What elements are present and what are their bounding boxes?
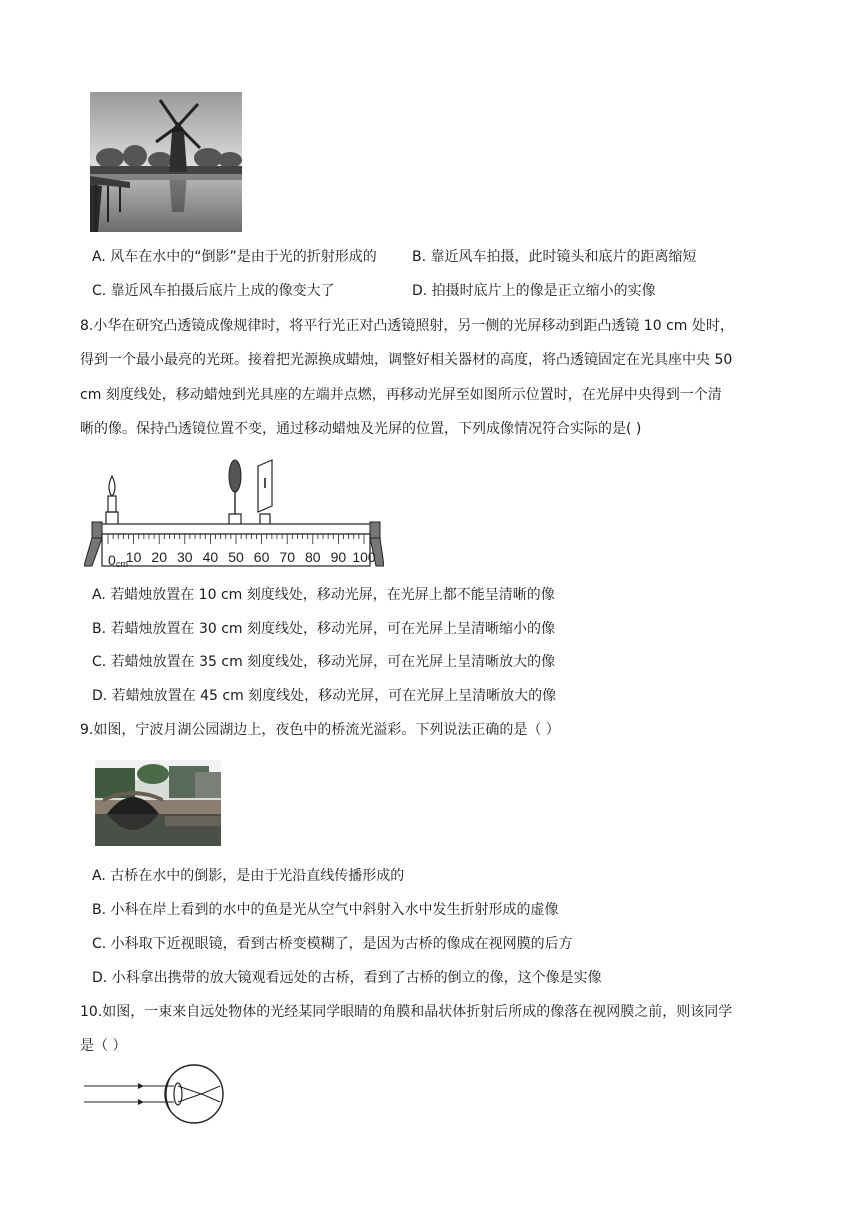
candle [106,476,118,524]
windmill-photo [90,92,242,232]
bridge-photo [95,760,221,846]
q7-option-d: D. 拍摄时底片上的像是正立缩小的实像 [412,283,656,299]
scale-label: 50 [228,549,244,565]
eye-diagram [82,1062,232,1124]
q8-stem-line-2: 得到一个最小最亮的光斑。接着把光源换成蜡烛，调整好相关器材的高度，将凸透镜固定在光具座中央 50 [80,352,733,368]
q8-stem-line-1: 8.小华在研究凸透镜成像规律时，将平行光正对凸透镜照射，另一侧的光屏移动到距凸透镜 10 cm 处时， [80,318,734,334]
q8-option-c: C. 若蜡烛放置在 35 cm 刻度线处，移动光屏，可在光屏上呈清晰放大的像 [92,654,556,670]
scale-label: 40 [202,549,219,565]
q8-option-d: D. 若蜡烛放置在 45 cm 刻度线处，移动光屏，可在光屏上呈清晰放大的像 [92,688,557,704]
scale-label: 70 [279,549,295,565]
q7-option-b: B. 靠近风车拍摄，此时镜头和底片的距离缩短 [412,249,697,265]
q8-option-b: B. 若蜡烛放置在 30 cm 刻度线处，移动光屏，可在光屏上呈清晰缩小的像 [92,621,556,637]
convex-lens [229,460,241,524]
q9-option-a: A. 古桥在水中的倒影，是由于光沿直线传播形成的 [92,868,405,884]
scale-unit-label: cm [116,559,128,569]
q8-stem-line-3: cm 刻度线处，移动蜡烛到光具座的左端并点燃，再移动光屏至如图所示位置时，在光屏中央得到一个清 [80,387,722,403]
scale-label: 100 [352,549,376,565]
q8-option-a: A. 若蜡烛放置在 10 cm 刻度线处，移动光屏，在光屏上都不能呈清晰的像 [92,587,555,603]
light-screen [258,460,272,524]
scale-label: 90 [330,549,347,565]
q9-option-c: C. 小科取下近视眼镜，看到古桥变模糊了，是因为古桥的像成在视网膜的后方 [92,936,573,952]
q8-stem-line-4: 晰的像。保持凸透镜位置不变，通过移动蜡烛及光屏的位置，下列成像情况符合实际的是( ) [80,421,642,437]
optical-bench-diagram [84,456,384,574]
scale-label: 20 [151,549,167,565]
q10-stem-line-1: 10.如图，一束来自远处物体的光经某同学眼睛的角膜和晶状体折射后所成的像落在视网膜之前，则该同学 [80,1004,733,1020]
q7-option-a: A. 风车在水中的“倒影”是由于光的折射形成的 [92,249,377,265]
q9-option-d: D. 小科拿出携带的放大镜观看远处的古桥，看到了古桥的倒立的像，这个像是实像 [92,970,602,986]
q7-option-c: C. 靠近风车拍摄后底片上成的像变大了 [92,283,335,299]
scale-label: 30 [177,549,193,565]
q9-stem: 9.如图，宁波月湖公园湖边上，夜色中的桥流光溢彩。下列说法正确的是（ ） [80,722,560,738]
scale-label: 60 [253,549,270,565]
scale-label: 80 [305,549,321,565]
q9-option-b: B. 小科在岸上看到的水中的鱼是光从空气中斜射入水中发生折射形成的虚像 [92,902,559,918]
scale-label: 10 [125,549,142,565]
q10-stem-line-2: 是（ ） [80,1038,127,1054]
scale-zero-label: 0 [108,552,116,568]
